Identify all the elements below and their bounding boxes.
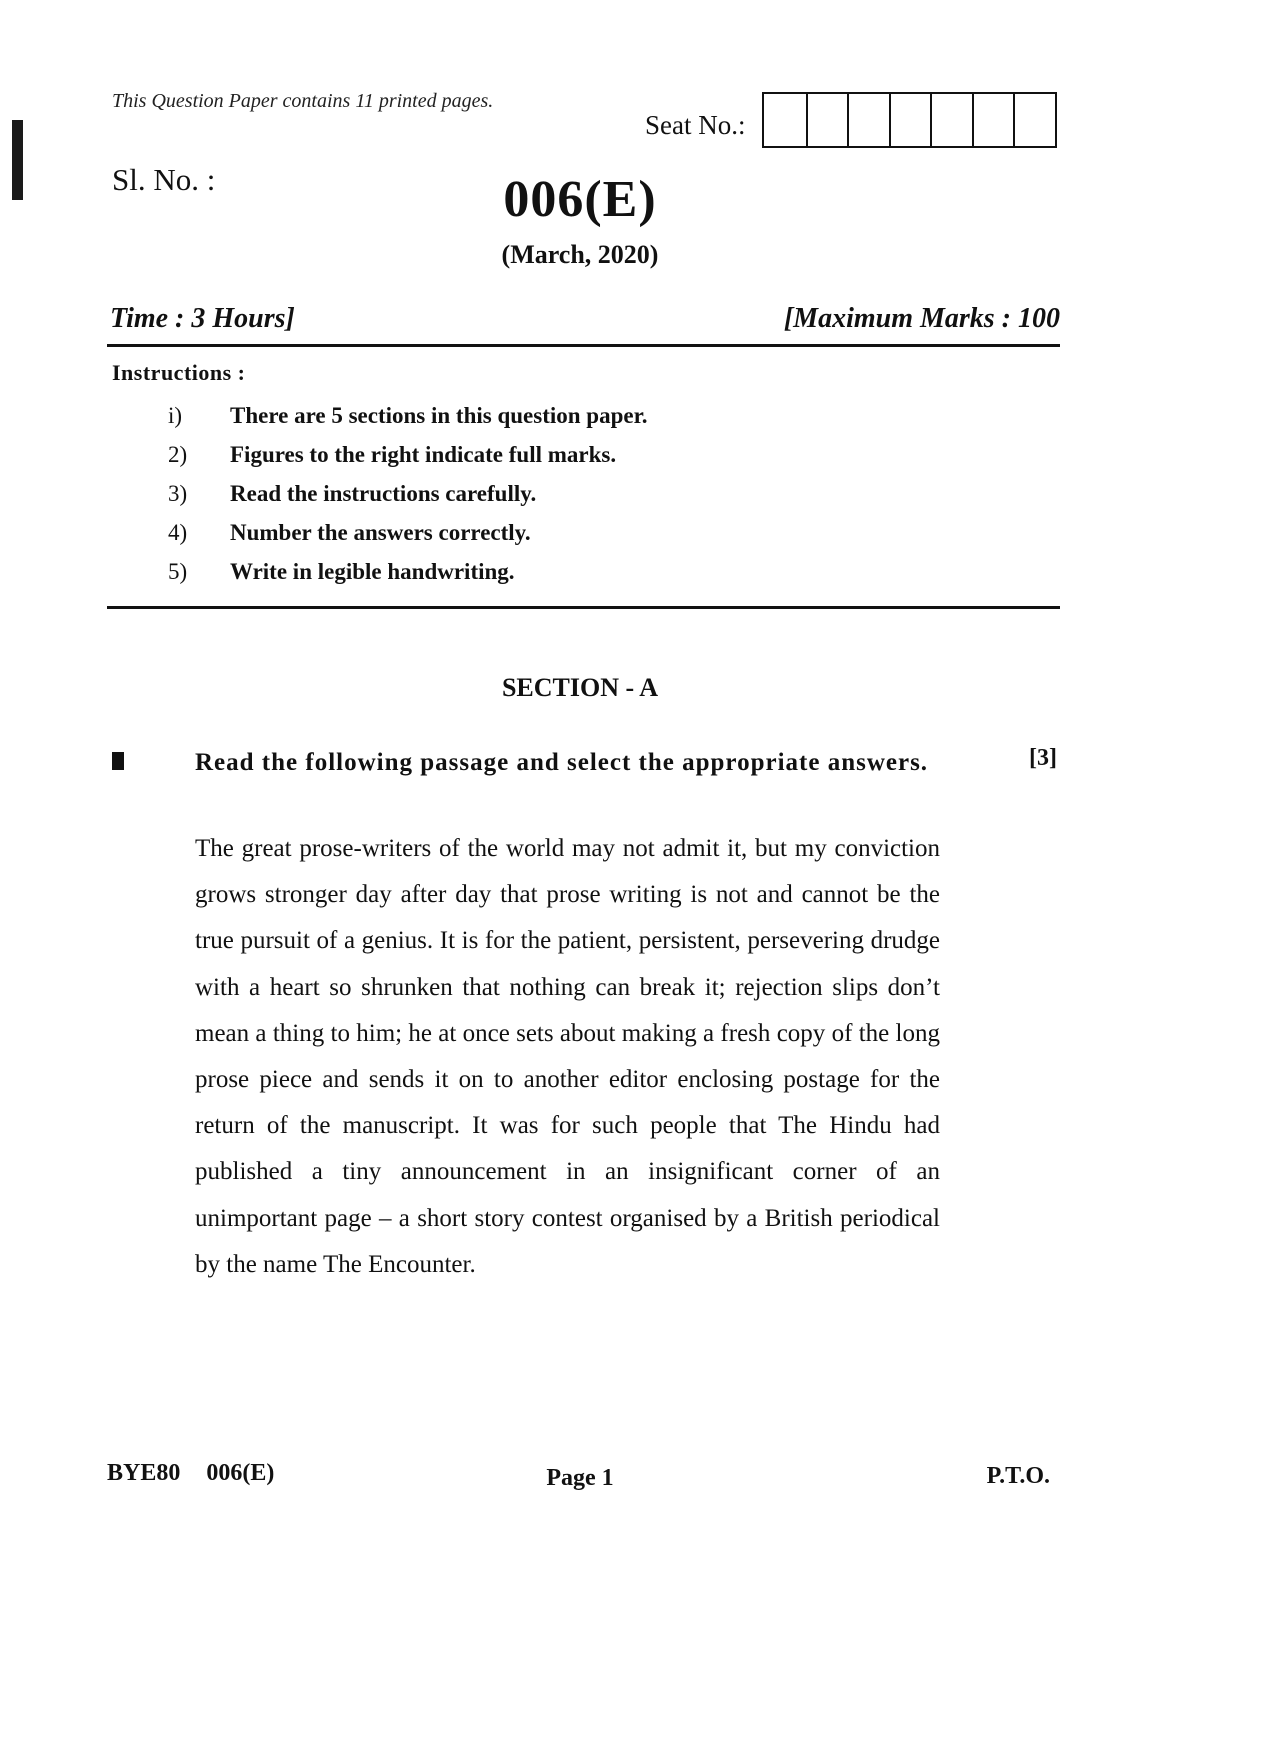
seat-number-box xyxy=(847,94,889,146)
seat-number-boxes xyxy=(762,92,1057,148)
question-marks: [3] xyxy=(1029,745,1057,771)
instruction-number: 2) xyxy=(168,441,188,467)
seat-number-box xyxy=(806,94,848,146)
instruction-text: Read the instructions carefully. xyxy=(230,480,537,506)
question-prompt: Read the following passage and select the appropriate answers. xyxy=(195,749,929,776)
maximum-marks: [Maximum Marks : 100 xyxy=(783,303,1060,334)
section-title: SECTION - A xyxy=(501,673,659,702)
pages-note: This Question Paper contains 11 printed pages. xyxy=(112,90,494,112)
footer-code: BYE80 xyxy=(107,1460,181,1486)
footer-paper-code: 006(E) xyxy=(206,1460,275,1486)
instruction-number: 3) xyxy=(168,480,188,506)
instruction-item xyxy=(168,396,647,435)
instruction-text: There are 5 sections in this question paper. xyxy=(230,402,648,428)
instruction-number: i) xyxy=(168,402,183,428)
seat-number-box xyxy=(889,94,931,146)
serial-number-label: Sl. No. : xyxy=(112,162,216,197)
seat-number-label: Seat No.: xyxy=(645,110,746,140)
instructions-divider xyxy=(107,606,1060,609)
seat-number-box xyxy=(930,94,972,146)
instruction-number: 5) xyxy=(168,558,188,584)
please-turn-over: P.T.O. xyxy=(986,1463,1050,1489)
paper-code: 006(E) xyxy=(503,171,657,228)
time-allowed: Time : 3 Hours] xyxy=(110,303,295,334)
paper-date: (March, 2020) xyxy=(501,240,659,269)
question-bullet-icon xyxy=(112,752,124,770)
reading-passage: The great prose-writers of the world may not admit it, but my conviction grows stronger day after day that prose writing is not and cannot be the true pursuit of a genius. It is for the patient, persistent, persevering drudge with a heart so shrunken that nothing can break it; rejection slips don’t mean a thing to him; he at once sets about making a fresh copy of the long prose piece and sends it on to another editor enclosing postage for the return of the manuscript. It was for such people that The Hindu had published a tiny announcement in an insignificant corner of an unimportant page – a short story contest organised by a British periodical by the name The Encounter. xyxy=(195,835,940,1278)
instruction-text: Number the answers correctly. xyxy=(230,519,531,545)
instruction-number: 4) xyxy=(168,519,188,545)
instructions-list xyxy=(168,396,647,591)
instruction-item xyxy=(168,552,647,591)
seat-number-box xyxy=(972,94,1014,146)
instruction-item xyxy=(168,474,647,513)
instruction-item xyxy=(168,513,647,552)
instruction-text: Write in legible handwriting. xyxy=(230,558,515,584)
header-divider xyxy=(107,344,1060,347)
instruction-item xyxy=(168,435,647,474)
seat-number-box xyxy=(764,94,806,146)
page-number: Page 1 xyxy=(546,1465,614,1491)
instructions-heading: Instructions : xyxy=(112,360,246,385)
instruction-text: Figures to the right indicate full marks. xyxy=(230,441,617,467)
seat-number-box xyxy=(1013,94,1055,146)
